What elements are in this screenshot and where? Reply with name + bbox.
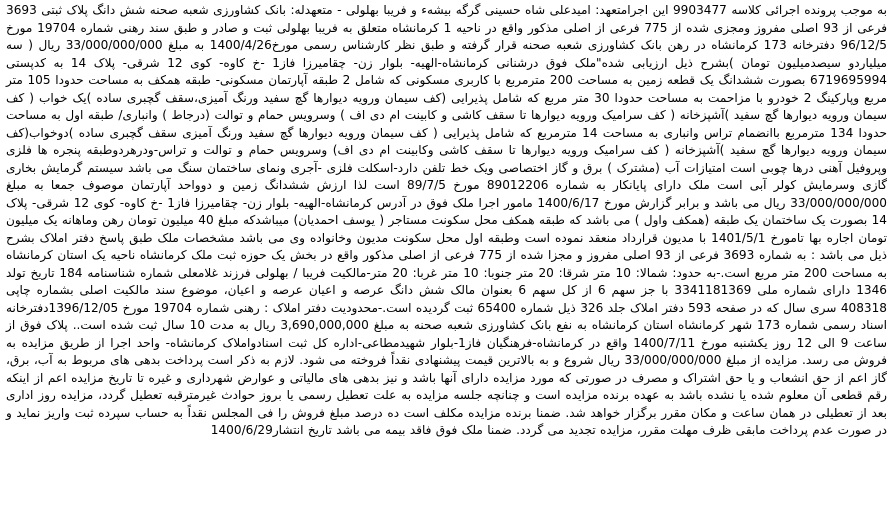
- auction-notice-text: به موجب پرونده اجرائی کلاسه 9903477 این اجرامتعهد: امیدعلی شاه حسینی گرگه بیشه‌ء و فریبا بهلولی - متعهدله: بانک کشاورزی شعبه صحنه شش دانگ پلاک ثبتی 3693 فرعی از 93 اصلی مفروز ومجزی شده از 775 فرعی از اصلی مذکور واقع در ناحیه 1 کرمانشاه متعلق به فریبا بهلولی ثبت و صادر و طبق سند رهنی شماره 19704 مورخ 96/12/5 دفترخانه 173 کرمانشاه در رهن بانک کشاورزی شعبه صحنه قرار گرفته و طبق نظر کارشناس رسمی مورخ1400/4/26 به مبلغ 33/000/000/000 ریال ( سه میلیاردو سیصدمیلیون تومان )بشرح ذیل ارزیابی شده"ملک فوق درشنانی کرمانشاه-الهیه- بلوار زن- چقامیرزا فاز1 -خ کاوه- کوی 12 شرقی- پلاک 14 به کدپستی 6719695994 بصورت ششدانگ یک قطعه زمین به مساحت 200 مترمربع با کاربری مسکونی که شامل 2 طبقه آپارتمان مسکونی- طبقه همکف به مساحت حدودا 105 متر مربع وپارکینگ 2 خودرو با مزاحمت به مساحت حدودا 30 متر مربع که شامل پذیرایی (کف سیمان ورویه دیوارها گچ سفید ورنگ آمیزی،سقف گچبری ساده )یک خواب ( کف سیمان ورویه دیوارها گچ سفید )آشپزخانه ( کف سرامیک ورویه دیوارها تا سقف کاشی و کابینت ام دی اف ) وسرویس حمام و توالت (درجاط ) وانباری/ طبقه اول به مساحت حدودا 134 مترمربع باانضمام تراس وانباری به مساحت 14 مترمربع که شامل پذیرایی ( کف سیمان ورویه دیوارها گچ سفید ورنگ آمیزی سقف گچبری ساده )دوخواب(کف سیمان ورویه دیوارها گچ سفید )آشپزخانه ( کف سرامیک ورویه دیوارها تا سقف کاشی وکابینت ام دی اف) وسرویس حمام و توالت و تراس-ودرهردوطبقه پنجره ها فلزی وپروفیل آهنی درها چوبی است امتیازات آب (مشترک ) برق و گاز اختصاصی ویک خط تلفن دارد-اسکلت فلزی -آجری ونمای ساختمان سنگ می باشد سیستم گرمایش بخاری گازی وسرمایش کولر آبی است ملک دارای پایانکار به شماره 89012206 مورخ 89/7/5 است لذا ارزش ششدانگ زمین و دوواحد آپارتمان موصوف جمعا به مبلغ 33/000/000/000 ریال می باشد و برابر گزارش مورخ 1400/6/17 مامور اجرا ملک فوق در آدرس کرمانشاه-الهیه- بلوار زن- چقامیرزا فاز1 -خ کاوه- کوی 12 شرقی- پلاک 14 بصورت یک ساختمان یک طبقه (همکف واول ) می باشد که طبقه همکف محل سکونت مستاجر ( یوسف احمدیان) میباشدکه مبلغ 40 میلیون تومان رهن وماهانه یک میلیون تومان اجاره بها تامورخ 1401/5/1 با مدیون قرارداد منعقد نموده است وطبقه اول محل سکونت مدیون وخانواده وی می باشد مشخصات ملک طبق پاسخ دفتر املاک بشرح ذیل می باشد : به شماره 3693 فرعی از 93 اصلی مفروز و مجزا شده از 775 فرعی از اصلی مذکور واقع در بخش یک حوزه ثبت ملک کرمانشاه ناحیه یک استان کرمانشاه به مساحت 200 متر مربع است.-به حدود: شمالا: 10 متر شرقا: 20 متر جنوبا: 10 متر غربا: 20 متر-مالکیت فریبا / بهلولی فرزند غلامعلی شماره شناسنامه 184 تاریخ تولد 1346 دارای شماره ملی 3341181369 با جز سهم 6 از کل سهم 6 بعنوان مالک شش دانگ عرصه و اعیان عرصه و اعیان، موضوع سند مالکیت اصلی بشماره چاپی 408318 سری سال که در صفحه 593 دفتر املاک جلد 326 ذیل شماره 65400 ثبت گردیده است.-محدودیت دفتر املاک : رهنی شماره 19704 مورخ 1396/12/05دفترخانه اسناد رسمی شماره 173 شهر کرمانشاه استان کرمانشاه به نفع بانک کشاورزی شعبه صحنه به مبلغ 3,690,000,000 ریال به مدت 10 سال ثبت شده است.. پلاک فوق از ساعت 9 الی 12 روز یکشنبه مورخ 1400/7/11 واقع در کرمانشاه-فرهنگیان فاز1-بلوار شهیدمطاعی-اداره کل ثبت اسنادواملاک کرمانشاه- واحد اجرا از طریق مزایده به فروش می رسد. مزایده از مبلغ 33/000/000/000 ریال شروع و به بالاترین قیمت پیشنهادی نقداً فروخته می شود. لازم به ذکر است پرداخت بدهی های مربوط به آب، برق، گاز اعم از حق انشعاب و یا حق اشتراک و مصرف در صورتی که مورد مزایده دارای آنها باشد و نیز بدهی های مالیاتی و عوارض شهرداری و غیره تا تاریخ مزایده اعم از اینکه رقم قطعی آن معلوم شده یا نشده باشد به عهده برنده مزایده است و چنانچه جلسه مزایده به علت تعطیل رسمی یا بروز حوادث غیرمترقبه تعطیل گردد، مزایده روز اداری بعد از تعطیلی در همان ساعت و مکان مقرر برگزار خواهد شد. ضمنا برنده مزایده مکلف است ده درصد مبلغ فروش را فی المجلس نقداً به حساب سپرده ثبت واریز نماید و در صورت عدم پرداخت مابقی ظرف مهلت مقرر، مزایده تجدید می گردد. ضمنا ملک فوق فاقد بیمه می باشد تاریخ انتشار1400/6/29: [6, 3, 888, 437]
